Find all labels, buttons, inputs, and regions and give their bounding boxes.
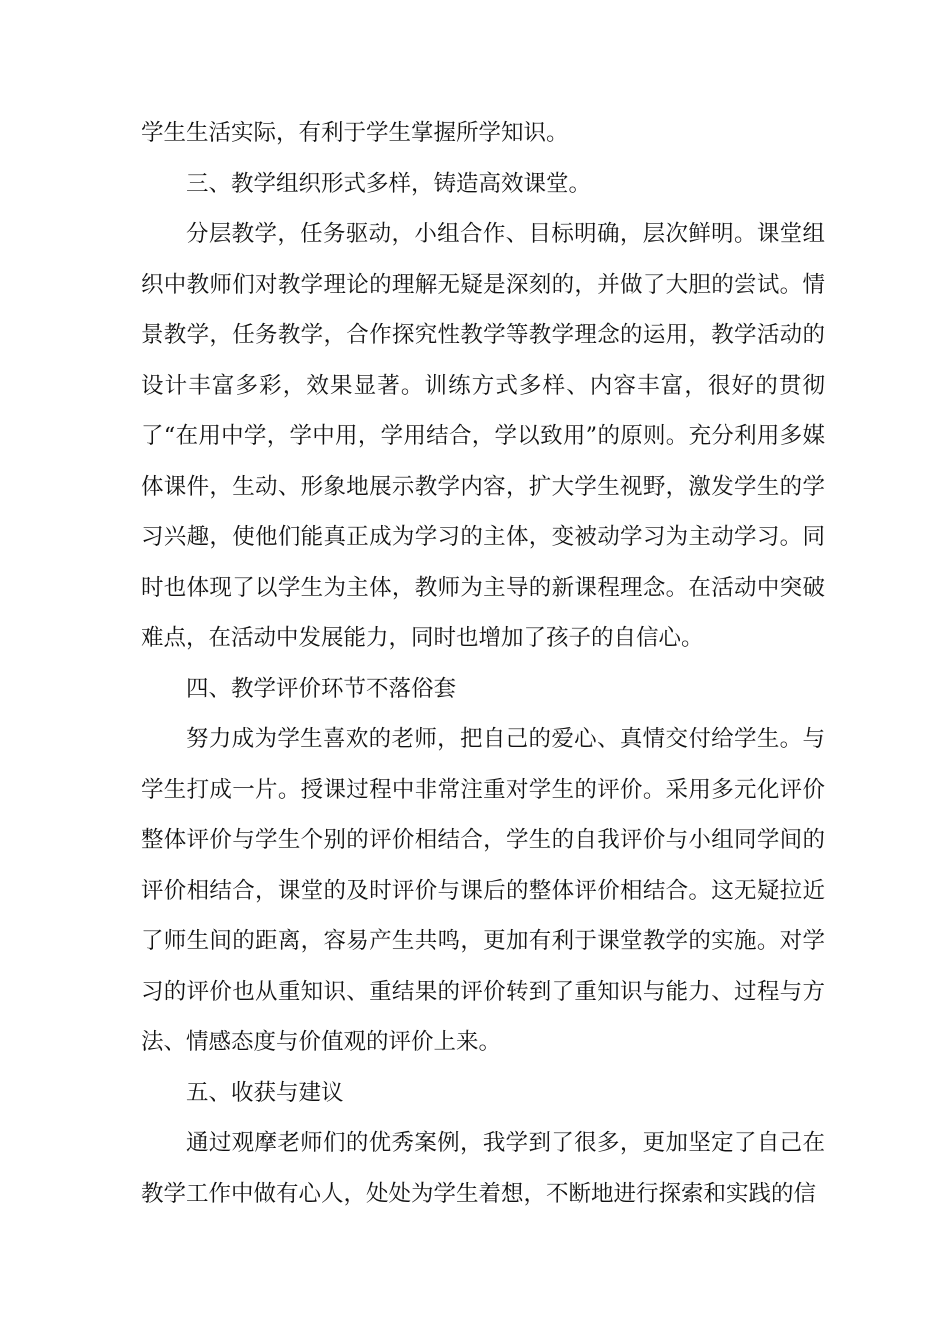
paragraph-gains-suggestions: 通过观摩老师们的优秀案例，我学到了很多，更加坚定了自己在教学工作中做有心人，处处为学生着想，不断地进行探索和实践的信 xyxy=(141,1130,825,1207)
section-heading-four: 四、教学评价环节不落俗套 xyxy=(186,675,457,702)
section-heading-three: 三、教学组织形式多样，铸造高效课堂。 xyxy=(186,170,592,197)
paragraph-teaching-organization: 分层教学，任务驱动，小组合作、目标明确，层次鲜明。课堂组织中教师们对教学理论的理解无疑是深刻的，并做了大胆的尝试。情景教学，任务教学，合作探究性教学等教学理念的运用，教学活动的设计丰富多彩，效果显著。训练方式多样、内容丰富，很好的贯彻了“在用中学，学中用，学用结合，学以致用”的原则。充分利用多媒体课件，生动、形象地展示教学内容，扩大学生视野，激发学生的学习兴趣，使他们能真正成为学习的主体，变被动学习为主动学习。同时也体现了以学生为主体，教师为主导的新课程理念。在活动中突破难点，在活动中发展能力，同时也增加了孩子的自信心。 xyxy=(141,221,825,651)
paragraph-continuation: 学生生活实际，有利于学生掌握所学知识。 xyxy=(141,120,569,146)
section-heading-five: 五、收获与建议 xyxy=(186,1079,344,1106)
document-body xyxy=(141,108,825,1219)
paragraph-teaching-evaluation: 努力成为学生喜欢的老师，把自己的爱心、真情交付给学生。与学生打成一片。授课过程中非常注重对学生的评价。采用多元化评价整体评价与学生个别的评价相结合，学生的自我评价与小组同学间的评价相结合，课堂的及时评价与课后的整体评价相结合。这无疑拉近了师生间的距离，容易产生共鸣，更加有利于课堂教学的实施。对学习的评价也从重知识、重结果的评价转到了重知识与能力、过程与方法、情感态度与价值观的评价上来。 xyxy=(141,726,825,1055)
